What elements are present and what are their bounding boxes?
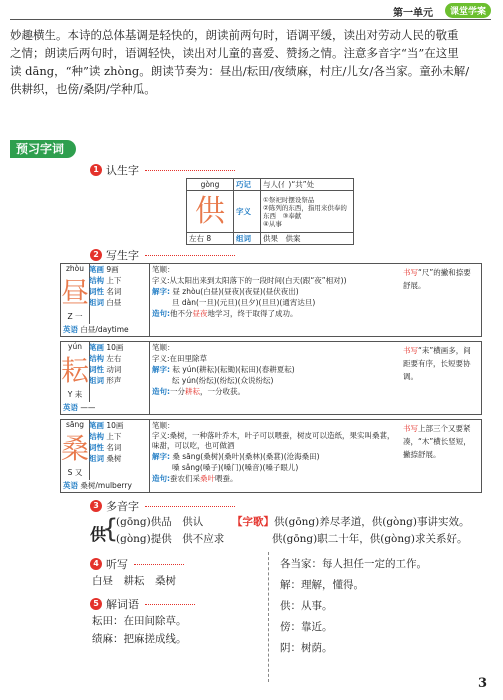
radical: S	[67, 468, 73, 477]
stroke-order: 笔顺：	[152, 343, 175, 352]
subsection-polyphone	[90, 498, 235, 514]
intro-line: 供耕织，也傍/桑阴/学种瓜。	[10, 82, 156, 96]
structure: 左右	[106, 354, 122, 363]
term-item: 解：理解，懂得。	[280, 579, 364, 591]
vocab-item: 绩麻：把麻搓成线。	[92, 633, 187, 645]
gong-meaning: ①祭祀时摆设祭品	[263, 195, 315, 204]
section-number: 2	[90, 249, 102, 261]
gong-tips: 与人(亻)“共”处	[261, 179, 354, 191]
gong-character: 供	[195, 193, 225, 229]
subsection-write	[90, 247, 235, 263]
stroke-order: 笔顺：	[152, 421, 175, 430]
gong-pinyin: gòng	[187, 179, 234, 191]
char-card-yun: yún 耘 Y 耒 笔画 10画 结构 左右 词性 动词 组词 形声 英语 —— 笔顺： 字义:在田里除草 解字: 耘 yún(耕耘)(耘锄)(耘田)(春耕夏耘) 纭 yún(纷纭)(纷纭)(众说纷纭) 造句:一分耕耘，一分收获。 书写“耒”横画多，间距要有序，长短要协调。	[60, 341, 482, 415]
intro-line: 之情；朗读后两句时，语调轻快，读出对儿童的喜爱、赞扬之情。注意多音字“当”在这里	[10, 46, 459, 60]
meaning: 字义:在田里除草	[152, 354, 208, 363]
radical: Y	[67, 390, 73, 399]
strokes: 10画	[106, 421, 124, 430]
subsection-recognize	[90, 162, 235, 178]
preview-banner: 预习字词	[10, 140, 76, 158]
meaning: 字义:桑树，一种落叶乔木，叶子可以喂蚕，树皮可以造纸，果实叫桑葚，味甜，可以吃，也可做酒	[152, 431, 395, 450]
structure: 上下	[106, 432, 122, 441]
radical2: 又	[74, 468, 83, 477]
gong-structure: 左右	[189, 234, 204, 243]
intro-line: 妙趣横生。本诗的总体基调是轻快的，朗读前两句时，语调平缓，读出对劳动人民的敬重	[10, 28, 459, 42]
term-item: 供：从事。	[280, 600, 333, 612]
term-item: 傍：靠近。	[280, 621, 333, 633]
section-number: 1	[90, 164, 102, 176]
section-badge: 课堂学案	[445, 3, 491, 18]
subsection-title: 听写	[106, 558, 128, 571]
subsection-title: 多音字	[106, 500, 139, 513]
page-number: 3	[477, 676, 487, 691]
gong-card	[186, 178, 354, 245]
intro-line: 读 dāng，“种”读 zhòng。朗读节奏为：昼出/耘田/夜绩麻，村庄/儿女/各当家。童孙未解/	[10, 64, 470, 78]
gong-words: 供果 供案	[261, 233, 354, 245]
structure: 上下	[106, 276, 122, 285]
sort: 形声	[106, 376, 122, 385]
part-of-speech: 名词	[106, 287, 122, 296]
writing-tip: 上部三个又要紧凑，“木”横长竖短，撇捺舒展。	[403, 424, 471, 459]
gong-meaning: ④从事	[263, 219, 282, 228]
subsection-title: 解词语	[106, 598, 139, 611]
subsection-title: 认生字	[106, 164, 139, 177]
term-item: 阴：树荫。	[280, 642, 333, 654]
sort: 白昼	[106, 298, 122, 307]
english: ——	[80, 403, 96, 412]
char-glyph: 耘	[61, 354, 90, 387]
tips-label: 巧记	[234, 179, 261, 191]
radical: Z	[67, 312, 73, 321]
meaning: 字义:从太阳出来到太阳落下的一段时间(白天(跟“夜”相对))	[152, 276, 347, 285]
stroke-order: 笔顺：	[152, 265, 175, 274]
char-card-sang: sāng 桑 S 又 笔画 10画 结构 上下 词性 名词 组词 桑树 英语 桑树/mulberry 笔顺： 字义:桑树，一种落叶乔木，叶子可以喂蚕，树皮可以造纸，果实叫桑葚，味甜，可以吃，也可做酒 解字: 桑 sāng(桑树)(桑叶)(桑林)(桑葚)(沧海桑田) 嗓 sǎng(嗓子)(嗓门)(嗓音)(嗓子眼儿) 造句:蚕农们采桑叶喂蚕。 书写上部三个又要紧凑，“木”横长竖短，撇捺舒展。	[60, 419, 482, 493]
english: 桑树/mulberry	[80, 481, 132, 490]
char-card-zhou: zhòu 昼 Z 一 笔画 9画 结构 上下 词性 名词 组词 白昼 英语 白昼/daytime 笔顺： 字义:从太阳出来到太阳落下的一段时间(白天(跟“夜”相对)) 解字: 昼 zhòu(白昼)(昼夜)(夜昼)(昼伏夜出) 旦 dàn(一旦)(元旦)(旦夕)(旦旦)(通宵达旦) 造句:他不分昼夜地学习，终于取得了成功。 书写“尺”的撇和捺要舒展。	[60, 263, 482, 337]
writing-tip: “耒”横画多，间距要有序，长短要协调。	[403, 346, 471, 381]
gong-meaning: 东西 ③奉献	[263, 211, 302, 220]
vocab-item: 耘田：在田间除草。	[92, 615, 187, 627]
term-list	[280, 554, 427, 659]
song-tag: 【字歌】	[232, 516, 274, 528]
english: 白昼/daytime	[80, 325, 129, 334]
polyphone-char: 供	[90, 525, 107, 544]
strokes: 10画	[106, 343, 124, 352]
section-number: 5	[90, 598, 102, 610]
subsection-vocab	[90, 596, 195, 612]
song-line: 供(gōng)职二十年，供(gòng)求关系好。	[272, 533, 468, 545]
subsection-title: 写生字	[106, 249, 139, 262]
radical2: 耒	[74, 390, 83, 399]
strokes: 9画	[106, 265, 119, 274]
meaning-label: 字义	[234, 191, 261, 233]
gong-meaning: ②陈列的东西，指用来供奉的	[263, 203, 347, 212]
intro-paragraph	[10, 26, 492, 98]
char-pinyin: zhòu	[65, 264, 85, 273]
column-divider	[268, 552, 269, 682]
char-glyph: 桑	[61, 432, 90, 465]
sort: 桑树	[106, 454, 122, 463]
header-divider	[10, 19, 491, 20]
part-of-speech: 名词	[106, 443, 122, 452]
vocab-list	[92, 612, 187, 648]
writing-tip: “尺”的撇和捺要舒展。	[403, 268, 471, 290]
radical2: 一	[75, 312, 83, 321]
term-item: 各当家：每人担任一定的工作。	[280, 558, 427, 570]
char-pinyin: sāng	[65, 420, 85, 429]
unit-header: 第一单元	[393, 8, 433, 19]
polyphone-line: (gōng)供品 供认	[116, 516, 204, 528]
gong-strokes: 8	[206, 234, 212, 243]
char-glyph: 昼	[61, 276, 90, 309]
dictation-words: 白昼 耕耘 桑树	[92, 575, 176, 587]
song-line: 供(gōng)养尽孝道，供(gòng)事讲实效。	[274, 516, 470, 528]
char-pinyin: yún	[68, 342, 82, 351]
polyphone-line: (gòng)提供 供不应求	[116, 533, 225, 545]
subsection-dictation	[90, 556, 184, 572]
part-of-speech: 动词	[106, 365, 122, 374]
section-number: 3	[90, 500, 102, 512]
section-number: 4	[90, 558, 102, 570]
words-label: 组词	[234, 233, 261, 245]
